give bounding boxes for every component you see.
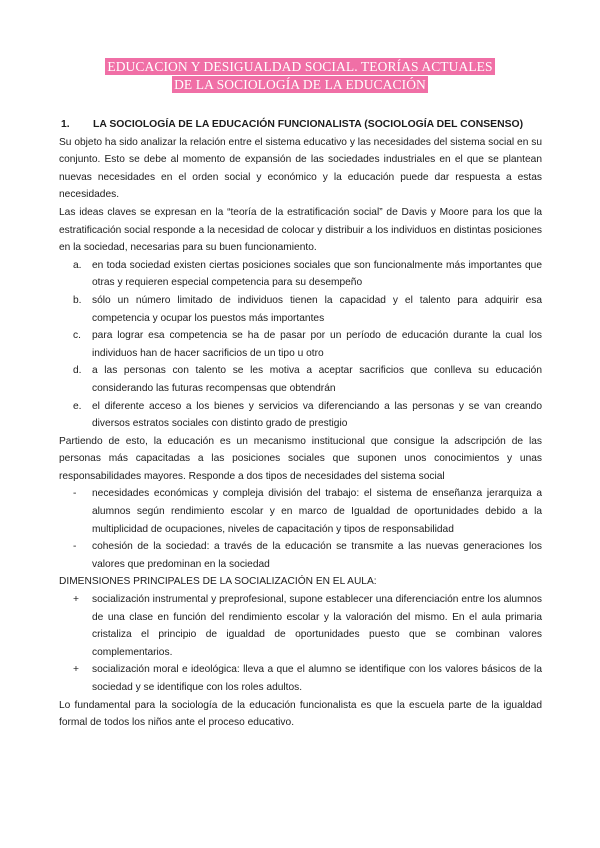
list-item-text: a las personas con talento se les motiva a aceptar sacrificios que conlleva su educación considerando las futuras recompensas que obtendrán [92, 365, 542, 394]
list-marker: + [73, 664, 79, 676]
title-line-1: EDUCACION Y DESIGUALDAD SOCIAL. TEORÍAS ACTUALES [107, 59, 493, 74]
list-item [59, 661, 542, 696]
list-marker: d. [73, 365, 82, 377]
list-marker: c. [73, 330, 81, 342]
list-item [59, 538, 542, 573]
paragraph-conclusion: Lo fundamental para la sociología de la educación funcionalista es que la escuela parte de la igualdad formal de todos los niños ante el proceso educativo. [59, 699, 542, 729]
list-item [59, 257, 542, 292]
list-item-text: socialización instrumental y preprofesional, supone establecer una diferenciación entre los alumnos de una clase en función del rendimiento escolar y la valoración del mismo. En el aula primaria cristaliza el principio de igualdad de oportunidades puesto que se combinan valores complementarios. [92, 594, 542, 658]
list-marker: - [73, 541, 77, 553]
list-item-text: el diferente acceso a los bienes y servicios va diferenciando a las personas y se van creando diversos estratos sociales con distinto grado de prestigio [92, 400, 542, 430]
list-item-text: socialización moral e ideológica: lleva a que el alumno se identifique con los valores básicos de la sociedad y se identifique con los roles adultos. [92, 664, 542, 693]
section-number: 1. [61, 119, 70, 130]
dimensions-heading: DIMENSIONES PRINCIPALES DE LA SOCIALIZACIÓN EN EL AULA: [59, 576, 377, 588]
list-marker: + [73, 594, 79, 606]
section-heading-text: LA SOCIOLOGÍA DE LA EDUCACIÓN FUNCIONALISTA (SOCIOLOGÍA DEL CONSENSO) [93, 119, 524, 130]
document-title [0, 58, 600, 94]
list-marker: e. [73, 400, 82, 412]
list-item-text: sólo un número limitado de individuos tienen la capacidad y el talento para adquirir esa competencia y ocupar los puestos más importantes [92, 294, 542, 324]
section-heading [59, 116, 542, 134]
list-item [59, 327, 542, 362]
list-item [59, 292, 542, 327]
ideas-list [59, 257, 542, 433]
list-item [59, 398, 542, 433]
list-item [59, 485, 542, 538]
list-item [59, 362, 542, 397]
needs-list [59, 485, 542, 573]
document-body [59, 116, 542, 732]
title-line-2: DE LA SOCIOLOGÍA DE LA EDUCACIÓN [174, 77, 426, 92]
list-item-text: cohesión de la sociedad: a través de la educación se transmite a las nuevas generaciones los valores que predominan en la sociedad [92, 541, 542, 570]
list-item-text: necesidades económicas y compleja división del trabajo: el sistema de enseñanza jerarquiza a alumnos según rendimiento escolar y en marco de Igualdad de oportunidades debido a la multiplicidad de ocupaciones, niveles de capacitación y tipos de responsabilidad [92, 488, 542, 535]
paragraph-mechanism: Partiendo de esto, la educación es un mecanismo institucional que consigue la adscripción de las personas más capacitadas a las posiciones sociales que suponen unos conocimientos y unas responsabilidades mayores. Responde a dos tipos de necesidades del sistema social [59, 435, 542, 482]
list-marker: a. [73, 259, 82, 271]
paragraph-key-ideas: Las ideas claves se expresan en la “teoría de la estratificación social” de Davis y Moore para los que la estratificación social responde a la necesidad de colocar y distribuir a los individuos en distintas posiciones en la sociedad, necesarias para su buen funcionamiento. [59, 206, 542, 254]
list-item-text: para lograr esa competencia se ha de pasar por un período de educación durante la cual los individuos han de hacer sacrificios de un tipo u otro [92, 330, 542, 359]
dimensions-list [59, 591, 542, 697]
list-item [59, 591, 542, 661]
list-marker: b. [73, 294, 82, 306]
list-marker: - [73, 488, 77, 500]
list-item-text: en toda sociedad existen ciertas posiciones sociales que son funcionalmente más importantes que otras y requieren especial competencia para su desempeño [92, 259, 542, 289]
paragraph-objective: Su objeto ha sido analizar la relación entre el sistema educativo y las necesidades del sistema social en su conjunto. Esto se debe al momento de expansión de las sociedades industriales en el que se plantean nuevas necesidades en el orden social y económico y la educación puede dar respuesta a estas necesidades. [59, 136, 542, 201]
